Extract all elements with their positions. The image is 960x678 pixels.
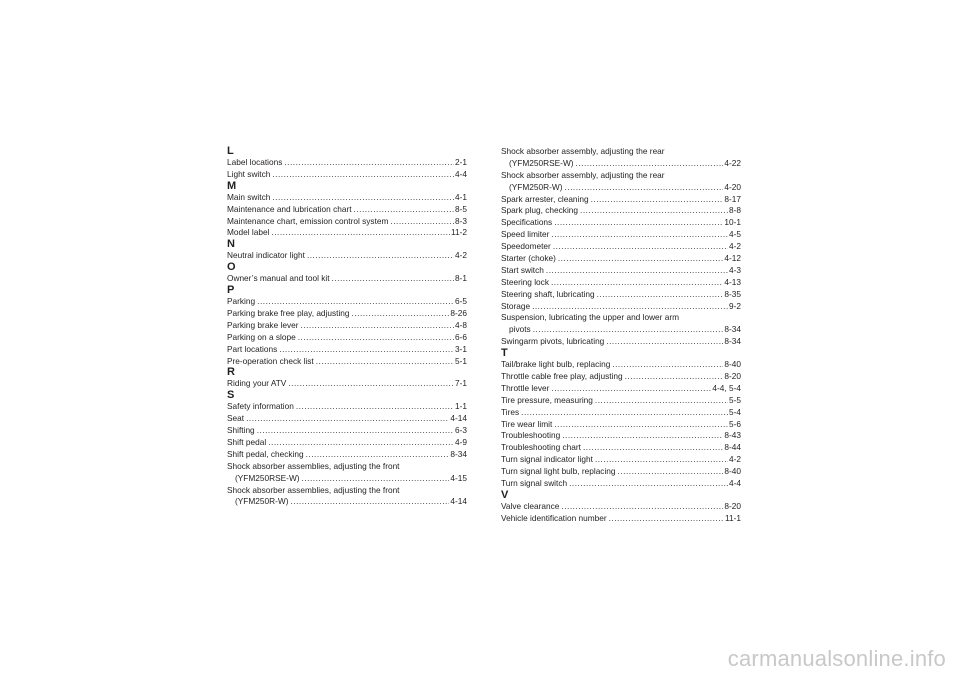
- index-entry: Shift pedal . . . 4-9: [227, 437, 467, 449]
- index-letter-s: S: [227, 389, 235, 402]
- index-entry: Parking on a slope . . . 6-6: [227, 332, 467, 344]
- index-entry: Maintenance and lubrication chart . . . 8-5: [227, 204, 467, 216]
- index-entry: Seat . . . 4-14: [227, 413, 467, 425]
- index-entry: (YFM250R-W) . . . 4-14: [227, 496, 467, 508]
- index-entry: Vehicle identification number . . . 11-1: [501, 513, 741, 525]
- index-entry: (YFM250RSE-W) . . . 4-15: [227, 473, 467, 485]
- index-entry: Start switch . . . 4-3: [501, 265, 741, 277]
- index-entry: Spark arrester, cleaning . . . 8-17: [501, 194, 741, 206]
- index-letter-r: R: [227, 366, 235, 379]
- index-entry: Specifications . . . 10-1: [501, 217, 741, 229]
- index-entry: Storage . . . 9-2: [501, 301, 741, 313]
- index-column-right: [501, 146, 741, 525]
- index-letter-v: V: [501, 488, 509, 501]
- index-entry: Throttle cable free play, adjusting . . . 8-20: [501, 371, 741, 383]
- index-letter-n: N: [227, 238, 235, 251]
- index-entry: Troubleshooting . . . 8-43: [501, 430, 741, 442]
- index-entry: Spark plug, checking . . . 8-8: [501, 205, 741, 217]
- index-column-left: [227, 146, 467, 508]
- index-letter-t: T: [501, 347, 508, 360]
- index-letter-p: P: [227, 284, 235, 297]
- index-entry: Neutral indicator light . . . 4-2: [227, 250, 467, 262]
- index-entry: Tail/brake light bulb, replacing . . . 8-40: [501, 359, 741, 371]
- index-entry: Turn signal switch . . . 4-4: [501, 478, 741, 490]
- index-entry: Steering lock . . . 4-13: [501, 277, 741, 289]
- index-letter-l: L: [227, 145, 234, 157]
- index-entry: Tires . . . 5-4: [501, 407, 741, 419]
- index-entry-line: Suspension, lubricating the upper and lower arm: [501, 312, 680, 323]
- index-entry: Steering shaft, lubricating . . . 8-35: [501, 289, 741, 301]
- index-letter-m: M: [227, 179, 237, 192]
- index-entry: Speedometer . . . 4-2: [501, 241, 741, 253]
- index-entry: Pre-operation check list . . . 5-1: [227, 356, 467, 368]
- index-entry: Riding your ATV . . . 7-1: [227, 378, 467, 390]
- index-entry: Tire wear limit . . . 5-6: [501, 419, 741, 431]
- index-entry: Parking . . . 6-5: [227, 296, 467, 308]
- index-entry: Starter (choke) . . . 4-12: [501, 253, 741, 265]
- index-entry-line: Shock absorber assemblies, adjusting the front: [227, 460, 400, 471]
- index-entry: Turn signal light bulb, replacing . . . 8-40: [501, 466, 741, 478]
- index-entry-line: Shock absorber assemblies, adjusting the front: [227, 484, 400, 495]
- index-entry: pivots . . . 8-34: [501, 324, 741, 336]
- index-entry: Speed limiter . . . 4-5: [501, 229, 741, 241]
- index-entry: Safety information . . . 1-1: [227, 401, 467, 413]
- index-entry: Part locations . . . 3-1: [227, 344, 467, 356]
- index-entry: (YFM250R-W) . . . 4-20: [501, 182, 741, 194]
- index-entry: Label locations . . . 2-1: [227, 157, 467, 169]
- index-entry: Main switch . . . 4-1: [227, 192, 467, 204]
- index-entry-line: Shock absorber assembly, adjusting the rear: [501, 169, 665, 180]
- index-entry: Maintenance chart, emission control system . . . 8-3: [227, 216, 467, 228]
- index-entry: Parking brake lever . . . 4-8: [227, 320, 467, 332]
- index-entry: Valve clearance . . . 8-20: [501, 501, 741, 513]
- index-entry: Turn signal indicator light . . . 4-2: [501, 454, 741, 466]
- index-entry: Swingarm pivots, lubricating . . . 8-34: [501, 336, 741, 348]
- index-entry: Troubleshooting chart . . . 8-44: [501, 442, 741, 454]
- index-entry: Owner’s manual and tool kit . . . 8-1: [227, 273, 467, 285]
- index-entry: Shift pedal, checking . . . 8-34: [227, 449, 467, 461]
- index-entry: (YFM250RSE-W) . . . 4-22: [501, 158, 741, 170]
- watermark-text: carmanualsonline.info: [727, 646, 946, 671]
- index-entry: Tire pressure, measuring . . . 5-5: [501, 395, 741, 407]
- index-letter-o: O: [227, 261, 236, 274]
- index-entry: Throttle lever . . . 4-4, 5-4: [501, 383, 741, 395]
- index-entry: Model label . . . 11-2: [227, 227, 467, 239]
- index-entry-line: Shock absorber assembly, adjusting the rear: [501, 146, 665, 156]
- index-entry: Parking brake free play, adjusting . . . 8-26: [227, 308, 467, 320]
- index-entry: Shifting . . . 6-3: [227, 425, 467, 437]
- index-entry: Light switch . . . 4-4: [227, 169, 467, 181]
